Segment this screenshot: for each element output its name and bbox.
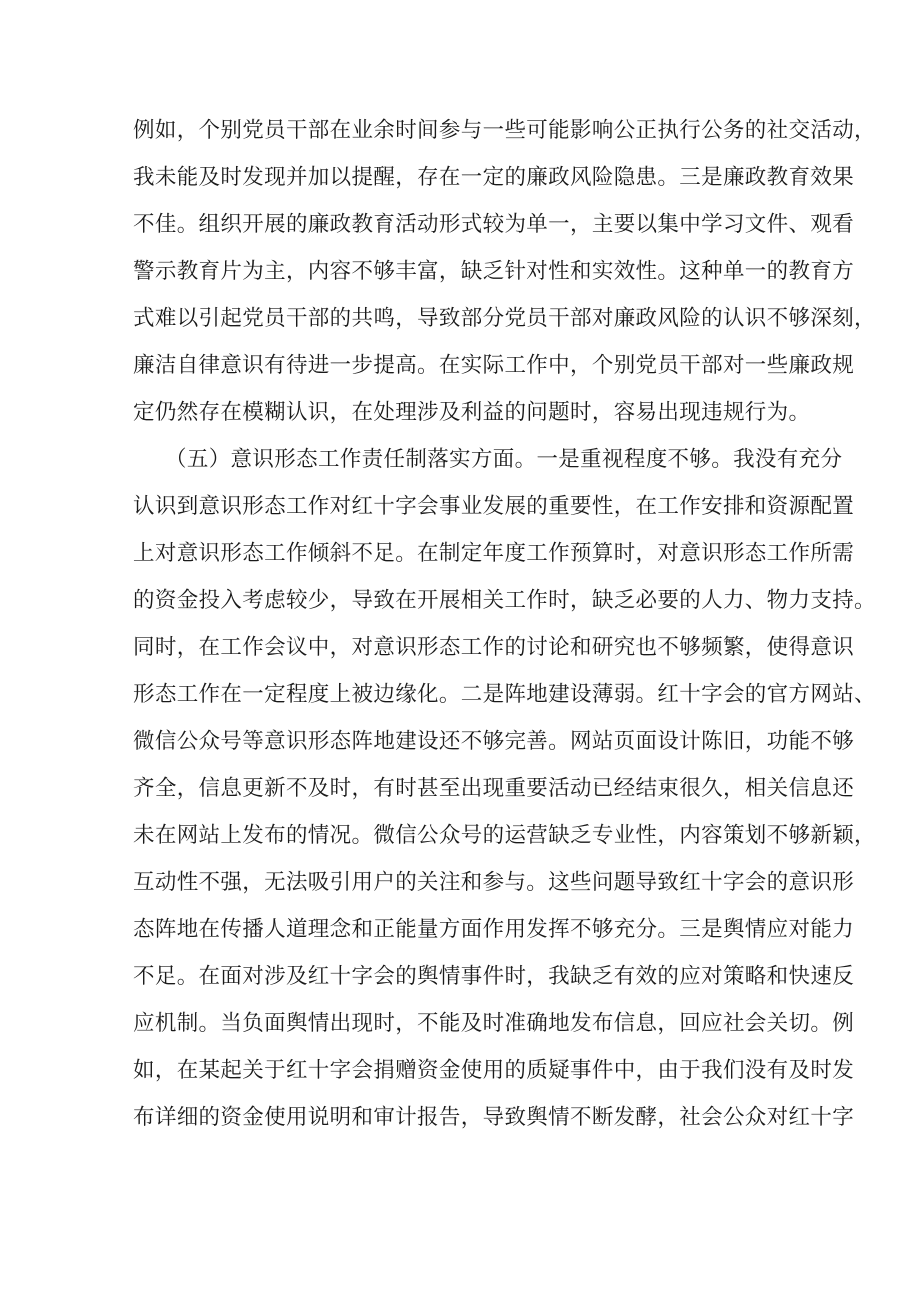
text-line-indented: （五）意识形态工作责任制落实方面。一是重视程度不够。我没有充分 xyxy=(165,447,843,472)
text-line: 如，在某起关于红十字会捐赠资金使用的质疑事件中，由于我们没有及时发 xyxy=(133,1058,855,1083)
text-line: 应机制。当负面舆情出现时，不能及时准确地发布信息，回应社会关切。例 xyxy=(133,1011,855,1036)
text-line: 廉洁自律意识有待进一步提高。在实际工作中，个别党员干部对一些廉政规 xyxy=(133,353,855,378)
text-line: 形态工作在一定程度上被边缘化。二是阵地建设薄弱。红十字会的官方网站、 xyxy=(133,682,876,707)
text-line: 布详细的资金使用说明和审计报告，导致舆情不断发酵，社会公众对红十字 xyxy=(133,1105,855,1130)
text-line: 我未能及时发现并加以提醒，存在一定的廉政风险隐患。三是廉政教育效果 xyxy=(133,165,855,190)
text-line: 警示教育片为主，内容不够丰富，缺乏针对性和实效性。这种单一的教育方 xyxy=(133,259,855,284)
text-line: 不足。在面对涉及红十字会的舆情事件时，我缺乏有效的应对策略和快速反 xyxy=(133,964,855,989)
text-line: 认识到意识形态工作对红十字会事业发展的重要性，在工作安排和资源配置 xyxy=(133,494,855,519)
text-line: 互动性不强，无法吸引用户的关注和参与。这些问题导致红十字会的意识形 xyxy=(133,870,855,895)
text-line: 齐全，信息更新不及时，有时甚至出现重要活动已经结束很久，相关信息还 xyxy=(133,776,855,801)
text-line: 定仍然存在模糊认识，在处理涉及利益的问题时，容易出现违规行为。 xyxy=(133,400,811,425)
text-line: 式难以引起党员干部的共鸣，导致部分党员干部对廉政风险的认识不够深刻， xyxy=(133,306,876,331)
text-line: 同时，在工作会议中，对意识形态工作的讨论和研究也不够频繁，使得意识 xyxy=(133,635,855,660)
text-line: 未在网站上发布的情况。微信公众号的运营缺乏专业性，内容策划不够新颖， xyxy=(133,823,876,848)
text-line: 微信公众号等意识形态阵地建设还不够完善。网站页面设计陈旧，功能不够 xyxy=(133,729,855,754)
text-line: 不佳。组织开展的廉政教育活动形式较为单一，主要以集中学习文件、观看 xyxy=(133,212,855,237)
text-line: 例如，个别党员干部在业余时间参与一些可能影响公正执行公务的社交活动， xyxy=(133,118,876,143)
text-line: 的资金投入考虑较少，导致在开展相关工作时，缺乏必要的人力、物力支持。 xyxy=(133,588,876,613)
text-line: 态阵地在传播人道理念和正能量方面作用发挥不够充分。三是舆情应对能力 xyxy=(133,917,855,942)
text-line: 上对意识形态工作倾斜不足。在制定年度工作预算时，对意识形态工作所需 xyxy=(133,541,855,566)
